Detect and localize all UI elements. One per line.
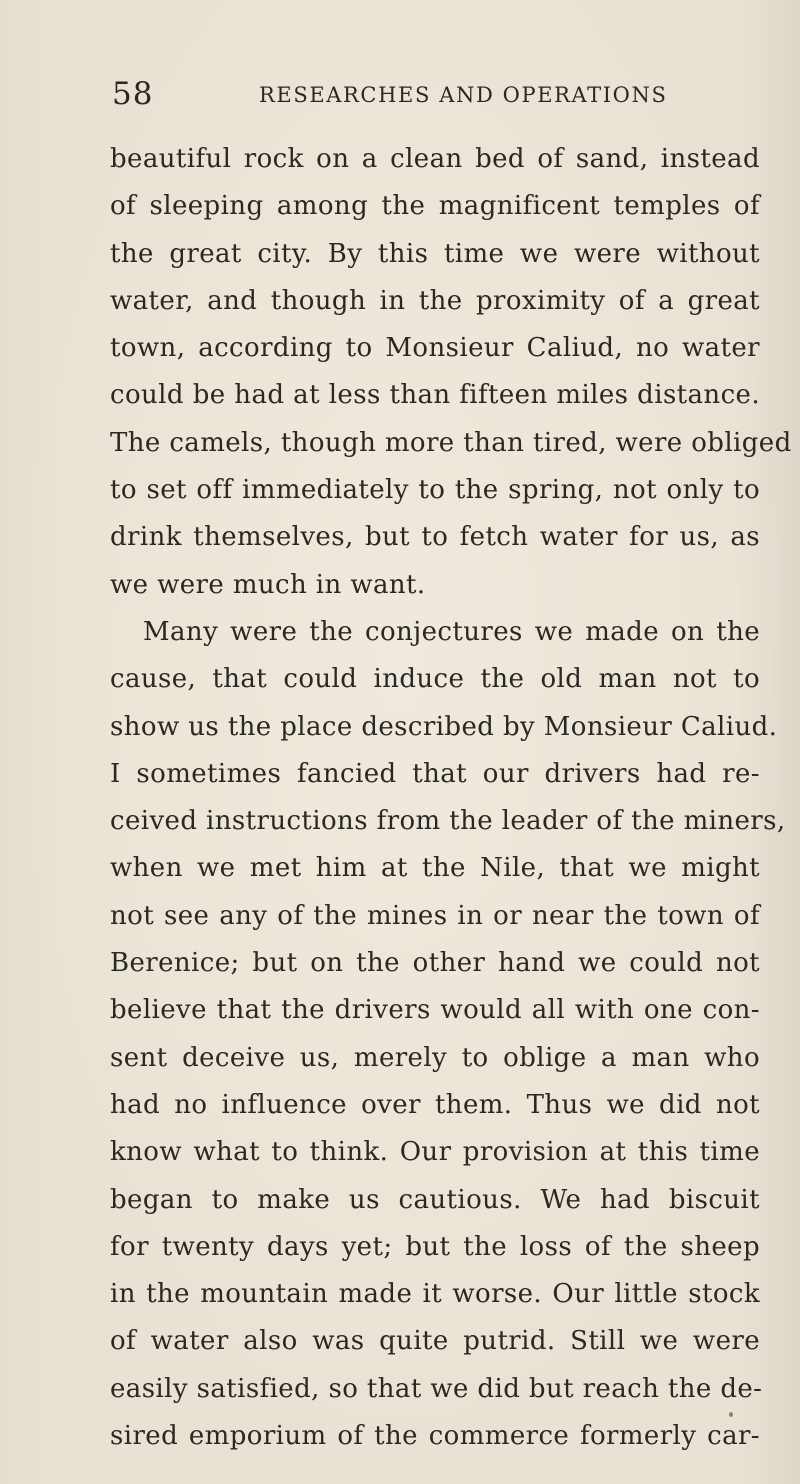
text-line: for twenty days yet; but the loss of the sheep (110, 1231, 760, 1262)
text-line: know what to think. Our provision at this time (110, 1137, 760, 1168)
page-number: 58 (112, 76, 154, 112)
text-line: not see any of the mines in or near the town of (110, 900, 760, 931)
text-line: had no influence over them. Thus we did not (110, 1089, 760, 1120)
text-line: sired emporium of the commerce formerly car- (110, 1421, 760, 1452)
text-line: water, and though in the proximity of a great (110, 285, 760, 316)
text-line: The camels, though more than tired, were obliged (110, 427, 792, 458)
paragraph-first-line: Many were the conjectures we made on the (143, 616, 760, 647)
text-line: when we met him at the Nile, that we might (110, 853, 760, 884)
text-line: show us the place described by Monsieur Caliud. (110, 711, 778, 742)
text-line: began to make us cautious. We had biscuit (110, 1184, 760, 1215)
text-line: believe that the drivers would all with one con- (110, 995, 760, 1026)
text-line: in the mountain made it worse. Our little stock (110, 1279, 760, 1310)
text-line: ceived instructions from the leader of the miners, (110, 806, 786, 837)
text-line: easily satisfied, so that we did but reach the de- (110, 1373, 763, 1404)
text-line: could be had at less than fifteen miles distance. (110, 380, 760, 411)
text-line: beautiful rock on a clean bed of sand, instead (110, 144, 760, 174)
text-line: cause, that could induce the old man not to (110, 664, 760, 695)
text-line: of water also was quite putrid. Still we were (110, 1326, 760, 1357)
text-line: town, according to Monsieur Caliud, no water (110, 333, 760, 364)
paragraph-end-line: we were much in want. (110, 569, 426, 600)
text-line: to set off immediately to the spring, not only to (110, 475, 760, 506)
text-line: sent deceive us, merely to oblige a man who (110, 1042, 760, 1073)
text-line: the great city. By this time we were without (110, 238, 760, 269)
running-head: RESEARCHES AND OPERATIONS (259, 83, 668, 107)
paper-speck (729, 1412, 733, 1417)
text-line: drink themselves, but to fetch water for us, as (110, 522, 760, 553)
page-header (112, 78, 752, 110)
body-text (110, 136, 792, 1460)
text-line: I sometimes fancied that our drivers had re- (110, 758, 760, 789)
text-line: of sleeping among the magnificent temples of (110, 191, 760, 222)
text-line: Berenice; but on the other hand we could not (110, 948, 760, 979)
